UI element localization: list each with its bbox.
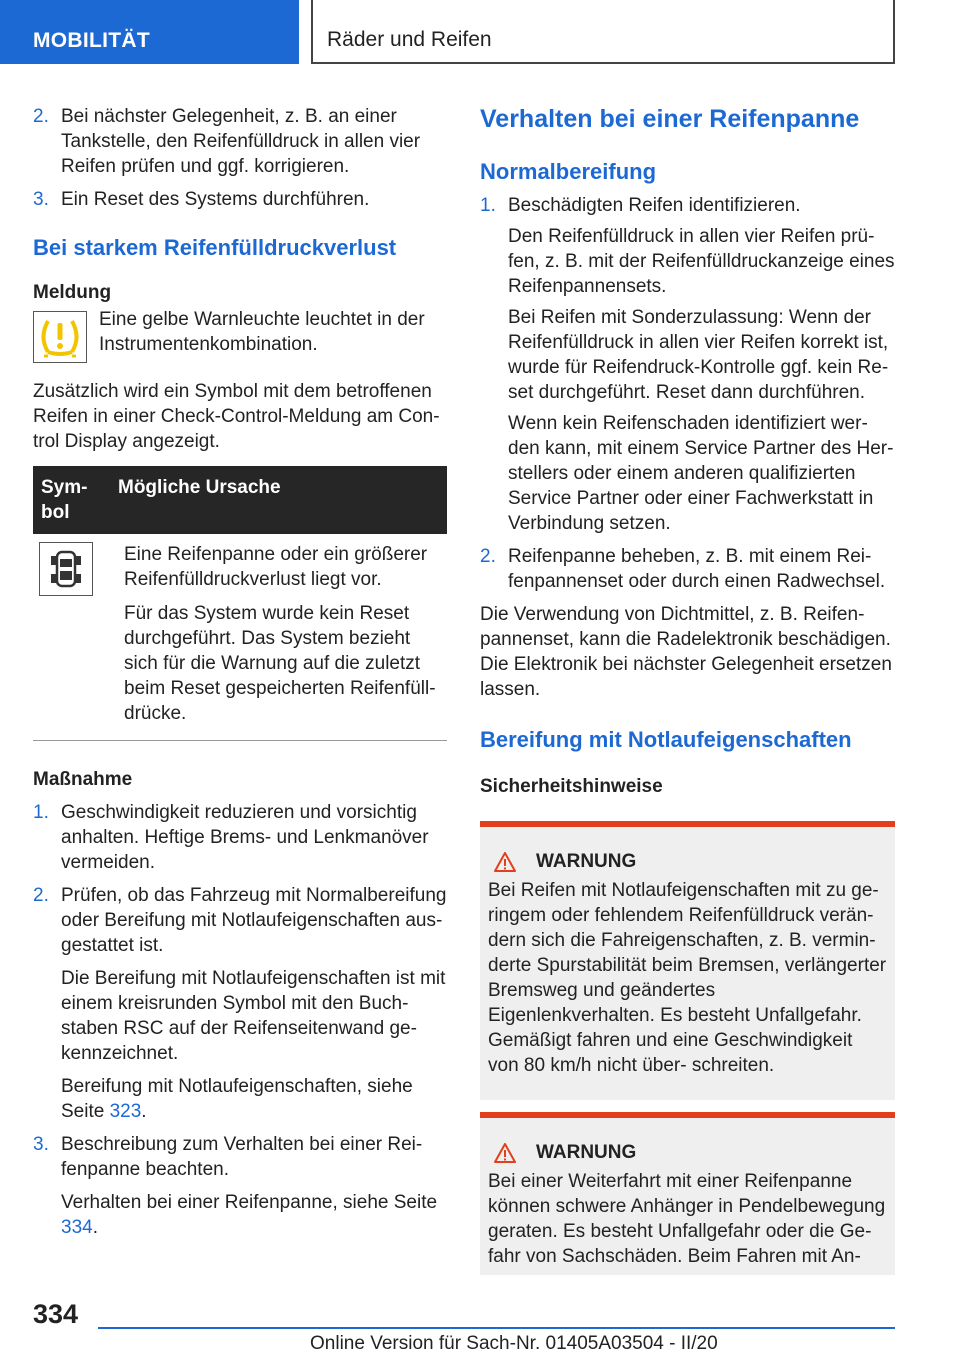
list-subparagraph: Wenn kein Reifenschaden identifiziert wer- den kann, mit einem Service Partner des Her- stellers oder einem anderen qualifizierten Service Partner oder einer Fachwerkstatt in Verbindung setzen.	[508, 413, 894, 534]
warning-box	[480, 1112, 895, 1275]
list-number: 1.	[33, 802, 49, 823]
section-tab: MOBILITÄT	[0, 0, 299, 64]
list-subparagraph: Bei Reifen mit Sonderzulassung: Wenn der Reifenfülldruck in allen vier Reifen korrekt ist, wurde für Reifendruck-Kontrolle ggf. kein Re- set durchgeführt. Reset dann durchführen.	[508, 307, 889, 403]
table-header-cause: Mögliche Ursache	[118, 477, 281, 498]
list-item	[480, 544, 895, 594]
list-number: 1.	[480, 195, 496, 216]
sealant-paragraph: Die Verwendung von Dichtmittel, z. B. Reifen- pannenset, kann die Radelektronik beschädigen. Die Elektronik bei nächster Gelegenheit ersetzen lassen.	[480, 604, 892, 700]
heading-tire-puncture: Verhalten bei einer Reifenpanne	[480, 105, 860, 133]
heading-message: Meldung	[33, 282, 112, 303]
list-item	[480, 193, 895, 218]
heading-measure: Maßnahme	[33, 769, 133, 790]
cause-text: Für das System wurde kein Reset durchgeführt. Das System bezieht sich für die Warnung auf die zuletzt beim Reset gespeicherten Reifenfüll- drücke.	[124, 603, 436, 724]
list-text: Ein Reset des Systems durchführen.	[61, 189, 370, 210]
cause-text: Eine Reifenpanne oder ein größerer Reifenfülldruckverlust liegt vor.	[124, 544, 428, 590]
list-subparagraph: Bereifung mit Notlaufeigenschaften, siehe Seite 323.	[61, 1076, 413, 1122]
symbol-table	[33, 466, 447, 741]
heading-normal-tires: Normalbereifung	[480, 159, 657, 184]
warning-triangle-icon	[494, 852, 516, 872]
list-item	[33, 187, 447, 212]
list-item	[33, 104, 447, 179]
page-number: 334	[33, 1299, 79, 1329]
warning-light-text: Eine gelbe Warnleuchte leuchtet in der Instrumentenkombination.	[99, 309, 425, 355]
warning-light-row	[33, 307, 447, 367]
heading-safety-notes: Sicherheitshinweise	[480, 776, 663, 797]
list-item	[33, 1132, 447, 1182]
list-number: 3.	[33, 1134, 49, 1155]
list-text: Beschädigten Reifen identifizieren.	[508, 195, 801, 216]
warning-text: Bei einer Weiterfahrt mit einer Reifenpanne können schwere Anhänger in Pendelbewegung geraten. Es besteht Unfallgefahr oder die Ge- fahr von Sachschäden. Beim Fahren mit An-	[488, 1171, 886, 1267]
list-text: Bei nächster Gelegenheit, z. B. an einer Tankstelle, den Reifenfülldruck in allen vier Reifen prüfen und ggf. korrigieren.	[61, 106, 421, 177]
list-text: Reifenpanne beheben, z. B. mit einem Rei- fenpannenset oder durch einen Radwechsel.	[508, 546, 886, 592]
warning-text: Bei Reifen mit Notlaufeigenschaften mit zu ge- ringem oder fehlendem Reifenfülldruck verän- dern sich die Fahreigenschaften, z. B. vermin- derte Spurstabilität beim Bremsen, verlängerter Bremsweg und geändertes Eigenlenkverhalten. Es besteht Unfallgefahr. Gemäßigt fahren und eine Geschwindigkeit von 80 km/h nicht über- schreiten.	[488, 880, 887, 1076]
list-text: Beschreibung zum Verhalten bei einer Rei- fenpanne beachten.	[61, 1134, 423, 1180]
table-header	[33, 466, 447, 534]
tire-pressure-warning-light-icon	[33, 311, 87, 363]
list-number: 3.	[33, 189, 49, 210]
heading-strong-pressure-loss: Bei starkem Reifenfülldruckverlust	[33, 235, 397, 260]
list-number: 2.	[480, 546, 496, 567]
list-item	[33, 883, 447, 958]
footer-online-version: Online Version für Sach-Nr. 01405A03504 - II/20	[310, 1333, 718, 1354]
heading-runflat-tires: Bereifung mit Notlaufeigenschaften	[480, 727, 852, 752]
warning-title: WARNUNG	[488, 849, 887, 874]
table-cell-symbol	[33, 542, 124, 726]
warning-title: WARNUNG	[488, 1140, 887, 1165]
page-link-323[interactable]: 323	[109, 1101, 142, 1122]
chapter-title: Räder und Reifen	[311, 0, 895, 64]
list-subparagraph: Den Reifenfülldruck in allen vier Reifen prü- fen, z. B. mit der Reifenfülldruckanzeige eines Reifenpannensets.	[508, 226, 895, 297]
table-cell-cause	[124, 542, 447, 726]
left-column	[33, 104, 447, 1240]
list-number: 2.	[33, 106, 49, 127]
list-text: Geschwindigkeit reduzieren und vorsichtig anhalten. Heftige Brems- und Lenkmanöver vermeiden.	[61, 802, 429, 873]
warning-box	[480, 821, 895, 1100]
right-column	[480, 104, 895, 1275]
list-text: Prüfen, ob das Fahrzeug mit Normalbereifung oder Bereifung mit Notlaufeigenschaften aus- gestattet ist.	[61, 885, 447, 956]
page-link-334[interactable]: 334	[61, 1217, 93, 1238]
car-tire-symbol-icon	[39, 542, 93, 596]
list-subparagraph: Verhalten bei einer Reifenpanne, siehe Seite 334.	[61, 1192, 438, 1238]
table-row	[33, 534, 447, 741]
list-item	[33, 800, 447, 875]
list-number: 2.	[33, 885, 49, 906]
symbol-paragraph: Zusätzlich wird ein Symbol mit dem betroffenen Reifen in einer Check-Control-Meldung am Con- trol Display angezeigt.	[33, 381, 440, 452]
table-header-symbol: Sym- bol	[41, 477, 88, 523]
warning-triangle-icon	[494, 1143, 516, 1163]
footer-divider	[98, 1327, 895, 1329]
list-subparagraph: Die Bereifung mit Notlaufeigenschaften ist mit einem kreisrunden Symbol mit den Buch- staben RSC auf der Reifenseitenwand ge- kennzeichnet.	[61, 968, 446, 1064]
